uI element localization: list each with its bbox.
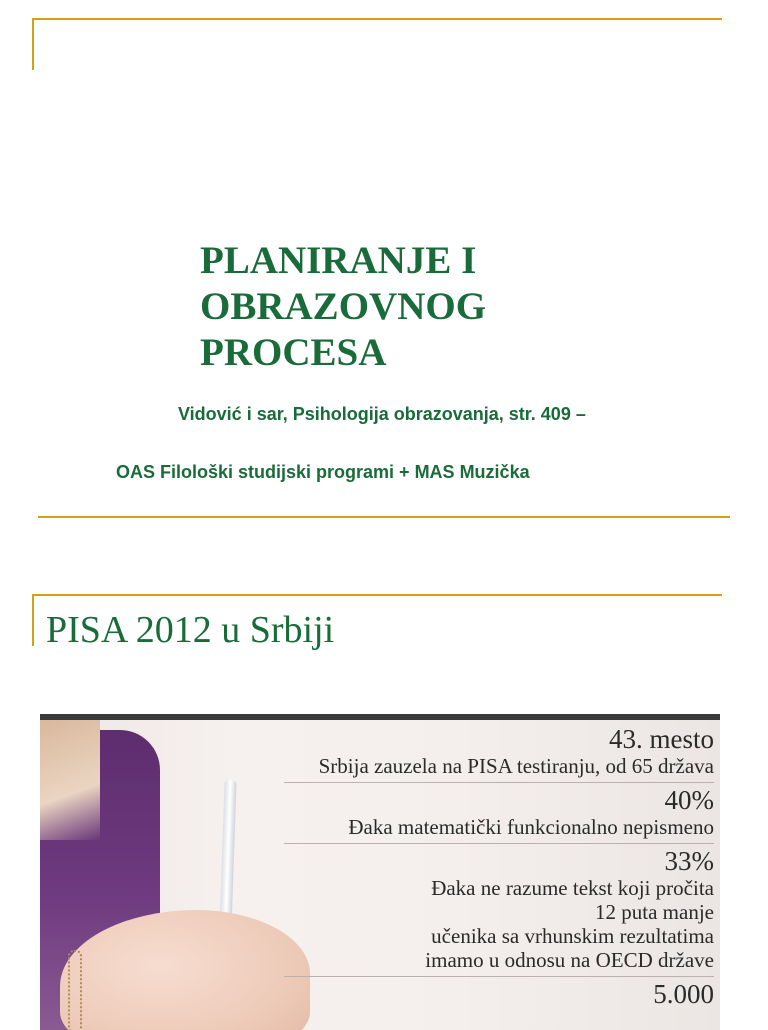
slide1-title-line: PROCESA: [200, 331, 387, 374]
stat-divider: [284, 976, 714, 977]
slide1-title-line: OBRAZOVNOG: [200, 285, 487, 328]
stat-text: Srbija zauzela na PISA testiranju, od 65 država: [318, 754, 714, 778]
stat-text: učenika sa vrhunskim rezultatima: [431, 924, 714, 948]
pisa-infographic-photo: [40, 714, 720, 1030]
slide2-left-rule: [32, 594, 34, 646]
slide2-title: PISA 2012 u Srbiji: [46, 609, 335, 651]
stat-value: 43. mesto: [609, 724, 714, 754]
stat-value-cut: 5.000: [653, 979, 714, 1009]
slide1-title: [200, 238, 700, 376]
stat-divider: [284, 782, 714, 783]
bracelet: [68, 950, 82, 1030]
stat-text: imamo u odnosu na OECD države: [425, 948, 714, 972]
stat-value: 40%: [664, 785, 714, 815]
slide2-top-rule: [32, 594, 722, 596]
slide1-bottom-rule: [38, 516, 730, 518]
stat-text: Đaka matematički funkcionalno nepismeno: [348, 815, 714, 839]
stat-value: 12 puta manje: [595, 900, 714, 924]
stat-divider: [284, 843, 714, 844]
slide1-title-line: PLANIRANJE I: [200, 239, 477, 282]
stat-value: 33%: [664, 846, 714, 876]
pisa-stats-list: [154, 724, 714, 1009]
slide1-program: OAS Filološki studijski programi + MAS Muzička: [116, 462, 530, 482]
student-hair: [40, 720, 100, 840]
slide1-left-rule: [32, 18, 34, 70]
slide1-subtitle: Vidović i sar, Psihologija obrazovanja, str. 409 –: [178, 404, 586, 424]
stat-text: Đaka ne razume tekst koji pročita: [431, 876, 714, 900]
slide1-top-rule: [32, 18, 722, 20]
